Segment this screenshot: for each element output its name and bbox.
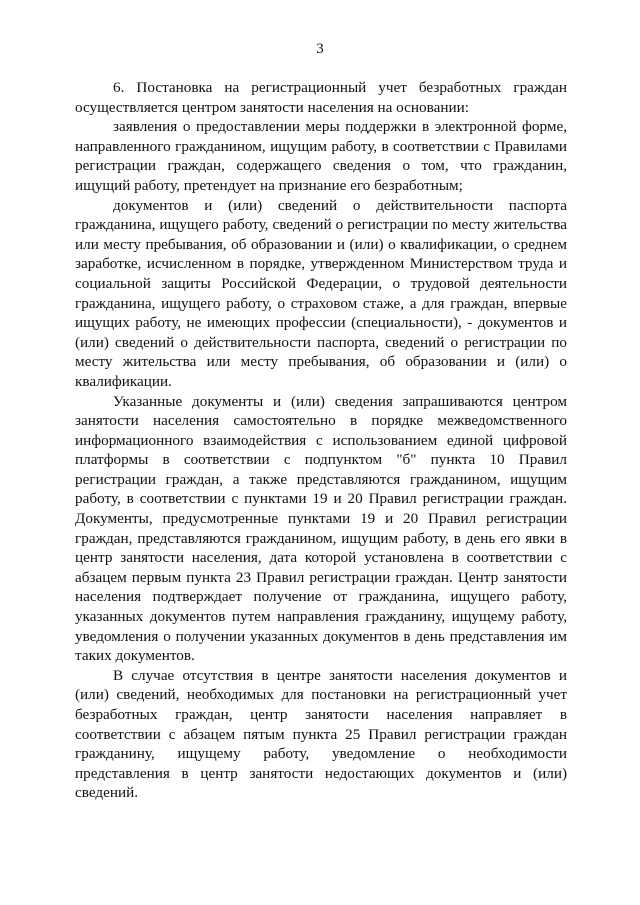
paragraph-interagency-requests: Указанные документы и (или) сведения запрашиваются центром занятости населения самостоятельно в порядке межведомственного информационного взаимодействия с использованием единой цифровой платформы в соответствии с подпунктом "б" пункта 10 Правил регистрации граждан, а также представляются гражданином, ищущим работу, в соответствии с пунктами 19 и 20 Правил регистрации граждан. Документы, предусмотренные пунктами 19 и 20 Правил регистрации граждан, представляются гражданином, ищущим работу, в день его явки в центр занятости населения, дата которой установлена в соответствии с абзацем первым пункта 23 Правил регистрации граждан. Центр занятости населения подтверждает получение от гражданина, ищущего работу, указанных документов путем направления гражданину, ищущему работу, уведомления о получении указанных документов в день представления им таких документов. [75, 392, 567, 665]
paragraph-missing-documents: В случае отсутствия в центре занятости населения документов и (или) сведений, необходимых для постановки на регистрационный учет безработных граждан, центр занятости населения направляет в соответствии с абзацем пятым пункта 25 Правил регистрации граждан гражданину, ищущему работу, уведомление о необходимости представления в центр занятости недостающих документов и (или) сведений. [75, 666, 567, 802]
document-body [75, 78, 567, 803]
paragraph-application: заявления о предоставлении меры поддержки в электронной форме, направленного гражданином, ищущим работу, в соответствии с Правилами регистрации граждан, содержащего сведения о том, что гражданин, ищущий работу, претендует на признание его безработным; [75, 118, 567, 194]
paragraph-documents: документов и (или) сведений о действительности паспорта гражданина, ищущего работу, сведений о регистрации по месту жительства или месту пребывания, об образовании и (или) о квалификации, о среднем заработке, исчисленном в порядке, утвержденном Министерством труда и социальной защиты Российской Федерации, о трудовой деятельности гражданина, ищущего работу, о страховом стаже, а для граждан, впервые ищущих работу, не имеющих профессии (специальности), - документов и (или) сведений о действительности паспорта, сведений о регистрации по месту жительства или месту пребывания, об образовании и (или) о квалификации. [75, 196, 567, 390]
page-number: 3 [316, 41, 324, 57]
paragraph-registration-basis: 6. Постановка на регистрационный учет безработных граждан осуществляется центром занятости населения на основании: [75, 79, 567, 116]
